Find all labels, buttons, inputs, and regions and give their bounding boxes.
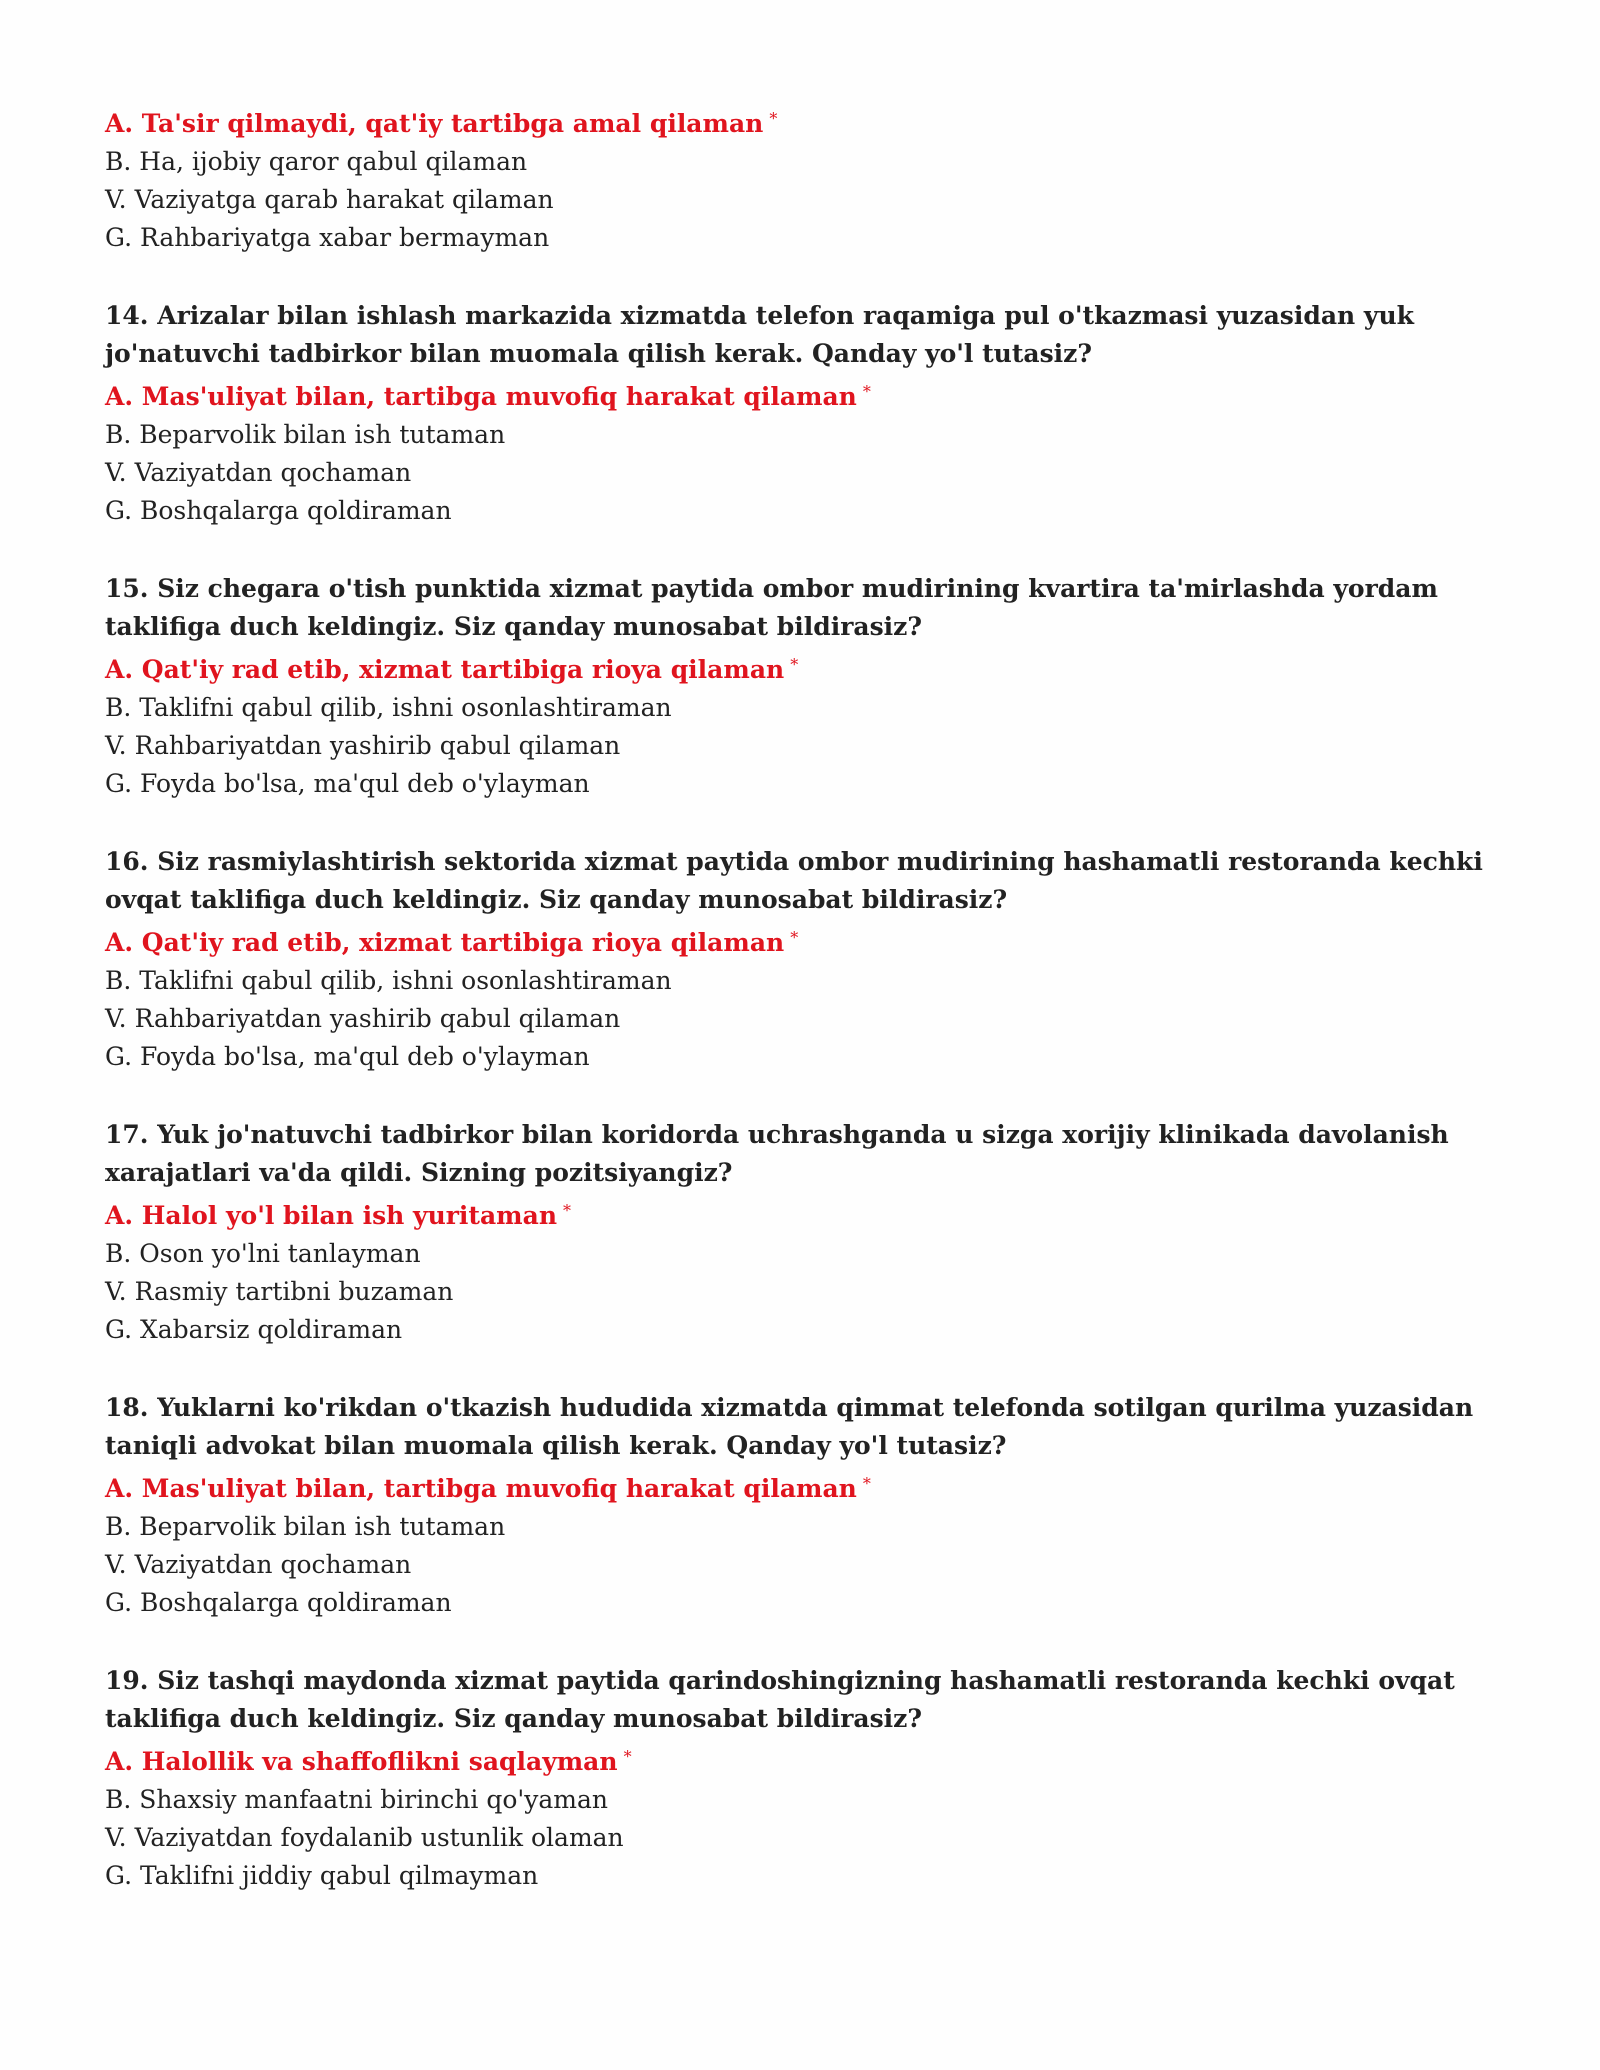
question-text: 18. Yuklarni ko'rikdan o'tkazish hududida xizmatda qimmat telefonda sotilgan qurilma yuzasidan taniqli advokat bilan muomala qilish kerak. Qanday yo'l tutasiz? — [105, 1393, 1474, 1460]
option-correct — [105, 100, 1505, 143]
option-text: A. Halollik va shaffoflikni saqlayman — [105, 1747, 618, 1776]
question-text: 19. Siz tashqi maydonda xizmat paytida qarindoshingizning hashamatli restoranda kechki ovqat taklifiga duch keldingiz. Siz qanday munosabat bildirasiz? — [105, 1666, 1455, 1733]
option: G. Rahbariyatga xabar bermayman — [105, 223, 550, 252]
question-block-14 — [105, 297, 1505, 530]
option: V. Vaziyatdan qochaman — [105, 1550, 412, 1579]
option: B. Taklifni qabul qilib, ishni osonlashtiraman — [105, 966, 672, 995]
option: V. Vaziyatdan qochaman — [105, 458, 412, 487]
option: B. Ha, ijobiy qaror qabul qilaman — [105, 147, 528, 176]
option: G. Boshqalarga qoldiraman — [105, 1588, 452, 1617]
question-text: 14. Arizalar bilan ishlash markazida xizmatda telefon raqamiga pul o'tkazmasi yuzasidan yuk jo'natuvchi tadbirkor bilan muomala qilish kerak. Qanday yo'l tutasiz? — [105, 301, 1414, 368]
question-block-17 — [105, 1116, 1505, 1349]
option-text: A. Mas'uliyat bilan, tartibga muvofiq harakat qilaman — [105, 1474, 857, 1503]
option-correct — [105, 1465, 1505, 1508]
option: G. Foyda bo'lsa, ma'qul deb o'ylayman — [105, 769, 590, 798]
question-block-18 — [105, 1389, 1505, 1622]
option: V. Rahbariyatdan yashirib qabul qilaman — [105, 1004, 621, 1033]
question-block-19 — [105, 1662, 1505, 1895]
option: G. Foyda bo'lsa, ma'qul deb o'ylayman — [105, 1042, 590, 1071]
question-text: 16. Siz rasmiylashtirish sektorida xizmat paytida ombor mudirining hashamatli restoranda kechki ovqat taklifiga duch keldingiz. Siz qanday munosabat bildirasiz? — [105, 847, 1483, 914]
option-text: A. Ta'sir qilmaydi, qat'iy tartibga amal qilaman — [105, 109, 764, 138]
option: B. Beparvolik bilan ish tutaman — [105, 1512, 506, 1541]
option: V. Vaziyatdan foydalanib ustunlik olaman — [105, 1823, 624, 1852]
option-correct — [105, 919, 1505, 962]
option: B. Oson yo'lni tanlayman — [105, 1239, 421, 1268]
option-text: A. Qat'iy rad etib, xizmat tartibiga rioya qilaman — [105, 928, 785, 957]
option-text: A. Halol yo'l bilan ish yuritaman — [105, 1201, 558, 1230]
option-correct — [105, 1738, 1505, 1781]
correct-marker: * — [769, 109, 778, 128]
option: G. Boshqalarga qoldiraman — [105, 496, 452, 525]
option: G. Xabarsiz qoldiraman — [105, 1315, 403, 1344]
question-text: 15. Siz chegara o'tish punktida xizmat paytida ombor mudirining kvartira ta'mirlashda yordam taklifiga duch keldingiz. Siz qanday munosabat bildirasiz? — [105, 574, 1438, 641]
question-block-16 — [105, 843, 1505, 1076]
correct-marker: * — [790, 655, 799, 674]
option: G. Taklifni jiddiy qabul qilmayman — [105, 1861, 539, 1890]
carry-over-options — [105, 100, 1505, 257]
option-correct — [105, 646, 1505, 689]
question-block-15 — [105, 570, 1505, 803]
option-text: A. Mas'uliyat bilan, tartibga muvofiq harakat qilaman — [105, 382, 857, 411]
option: B. Taklifni qabul qilib, ishni osonlashtiraman — [105, 693, 672, 722]
question-text: 17. Yuk jo'natuvchi tadbirkor bilan koridorda uchrashganda u sizga xorijiy klinikada davolanish xarajatlari va'da qildi. Sizning pozitsiyangiz? — [105, 1120, 1449, 1187]
correct-marker: * — [563, 1201, 572, 1220]
correct-marker: * — [862, 382, 871, 401]
option-correct — [105, 373, 1505, 416]
option: V. Vaziyatga qarab harakat qilaman — [105, 185, 554, 214]
document-page — [105, 100, 1505, 1895]
option: B. Beparvolik bilan ish tutaman — [105, 420, 506, 449]
option-correct — [105, 1192, 1505, 1235]
option: B. Shaxsiy manfaatni birinchi qo'yaman — [105, 1785, 609, 1814]
correct-marker: * — [790, 928, 799, 947]
option-text: A. Qat'iy rad etib, xizmat tartibiga rioya qilaman — [105, 655, 785, 684]
option: V. Rahbariyatdan yashirib qabul qilaman — [105, 731, 621, 760]
correct-marker: * — [862, 1474, 871, 1493]
option: V. Rasmiy tartibni buzaman — [105, 1277, 454, 1306]
correct-marker: * — [623, 1747, 632, 1766]
